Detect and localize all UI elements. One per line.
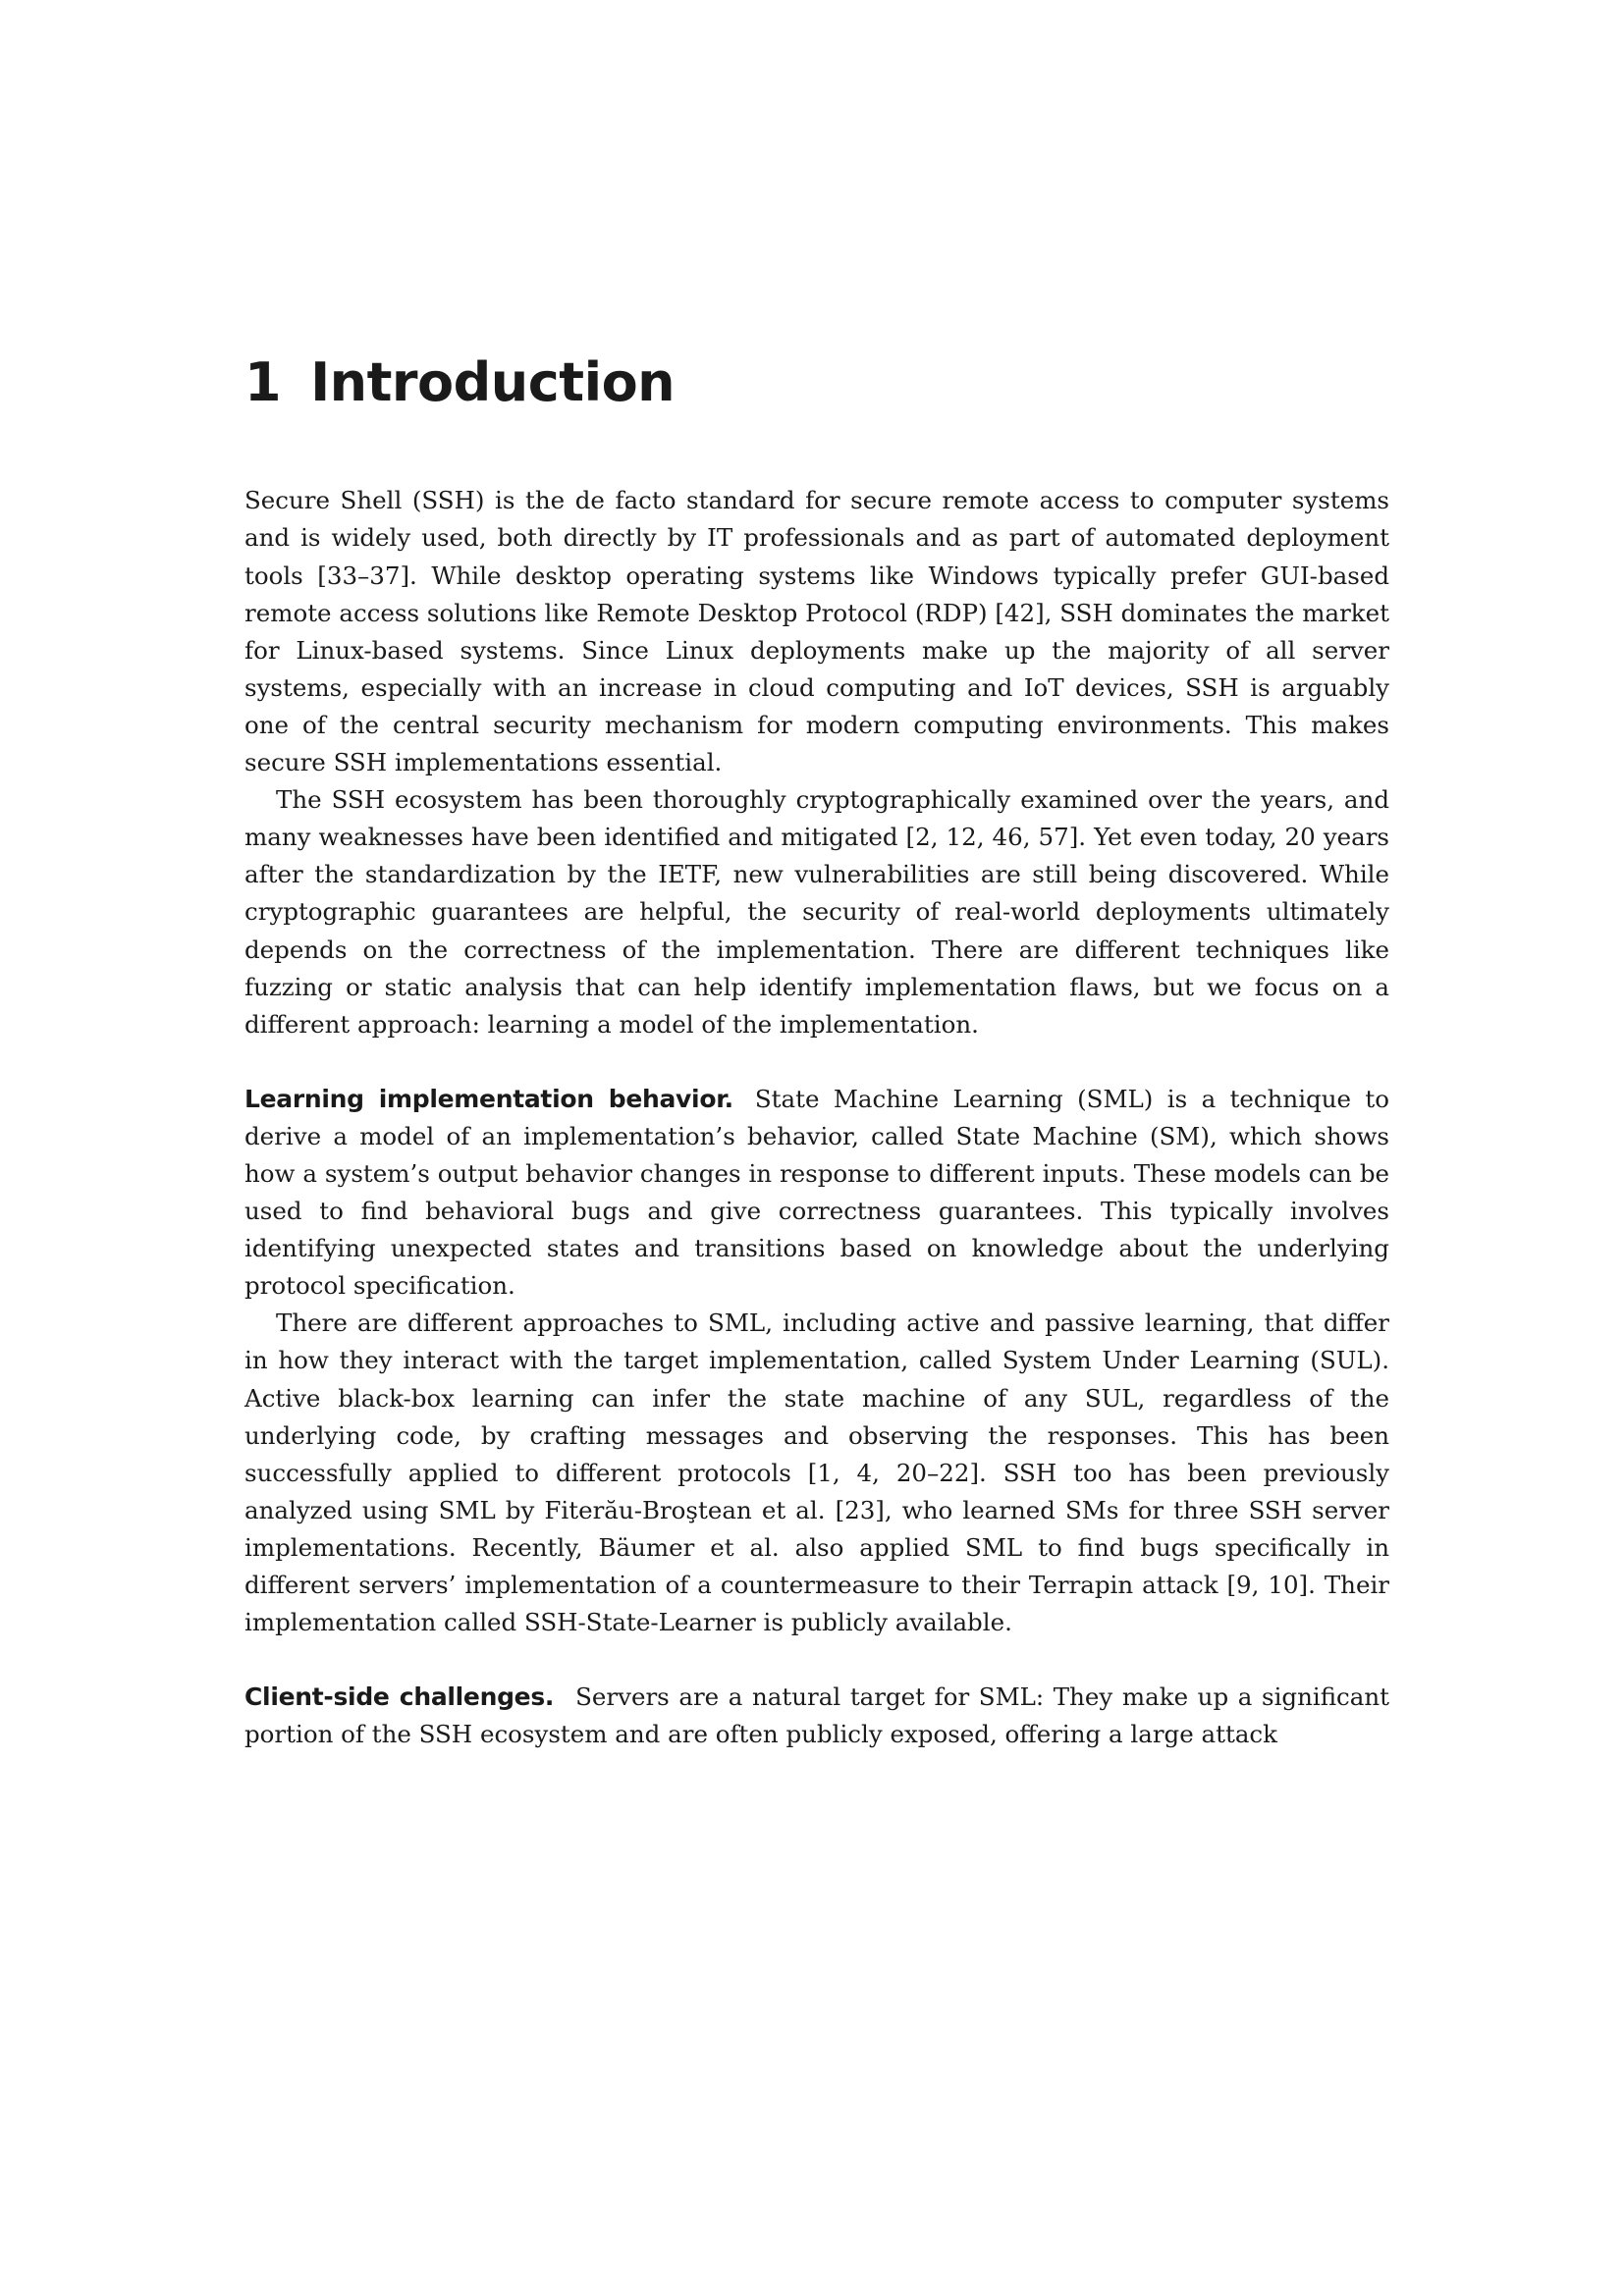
run-in-heading: Client-side challenges. [244, 1682, 555, 1712]
section-intro [244, 482, 1389, 1042]
chapter-number: 1 [244, 351, 282, 413]
paragraph [244, 1679, 1389, 1753]
paragraph: The SSH ecosystem has been thoroughly cryptographically examined over the years, and many weaknesses have been identified and mitigated [2, 12, 46, 57]. Yet even today, 20 years after the standardization by the IETF, new vulnerabilities are still being discovered. While cryptographic guarantees are helpful, the security of real-world deployments ultimately depends on the correctness of the implementation. There are different techniques like fuzzing or static analysis that can help identify implementation flaws, but we focus on a different approach: learning a model of the implementation. [244, 785, 1389, 1039]
paragraph [244, 1081, 1389, 1306]
page [244, 353, 1389, 1753]
section-client-side-challenges [244, 1679, 1389, 1753]
paragraph-text: State Machine Learning (SML) is a technique to derive a model of an implementation’s behavior, called State Machine (SM), which shows how a system’s output behavior changes in response to different inputs. These models can be used to find behavioral bugs and give correctness guarantees. This typically involves identifying unexpected states and transitions based on knowledge about the underlying protocol specification. [244, 1084, 1389, 1301]
chapter-heading [244, 353, 1389, 411]
section-learning-implementation-behavior [244, 1081, 1389, 1641]
chapter-title: Introduction [310, 351, 676, 413]
paragraph: Secure Shell (SSH) is the de facto standard for secure remote access to computer systems and is widely used, both directly by IT professionals and as part of automated deployment tools [33–37]. While desktop operating systems like Windows typically prefer GUI-based remote access solutions like Remote Desktop Protocol (RDP) [42], SSH dominates the market for Linux-based systems. Since Linux deployments make up the majority of all server systems, especially with an increase in cloud computing and IoT devices, SSH is arguably one of the central security mechanism for modern computing environments. This makes secure SSH implementations essential. [244, 486, 1389, 777]
run-in-heading: Learning implementation behavior. [244, 1084, 733, 1113]
paragraph: There are different approaches to SML, including active and passive learning, that differ in how they interact with the target implementation, called System Under Learning (SUL). Active black-box learning can infer the state machine of any SUL, regardless of the underlying code, by crafting messages and observing the responses. This has been successfully applied to different protocols [1, 4, 20–22]. SSH too has been previously analyzed using SML by Fiterău-Broştean et al. [23], who learned SMs for three SSH server implementations. Recently, Bäumer et al. also applied SML to find bugs specifically in different servers’ implementation of a countermeasure to their Terrapin attack [9, 10]. Their implementation called SSH-State-Learner is publicly available. [244, 1308, 1389, 1637]
paragraph-text: Servers are a natural target for SML: They make up a significant portion of the SSH ecosystem and are often publicly exposed, offering a large attack [244, 1682, 1389, 1749]
